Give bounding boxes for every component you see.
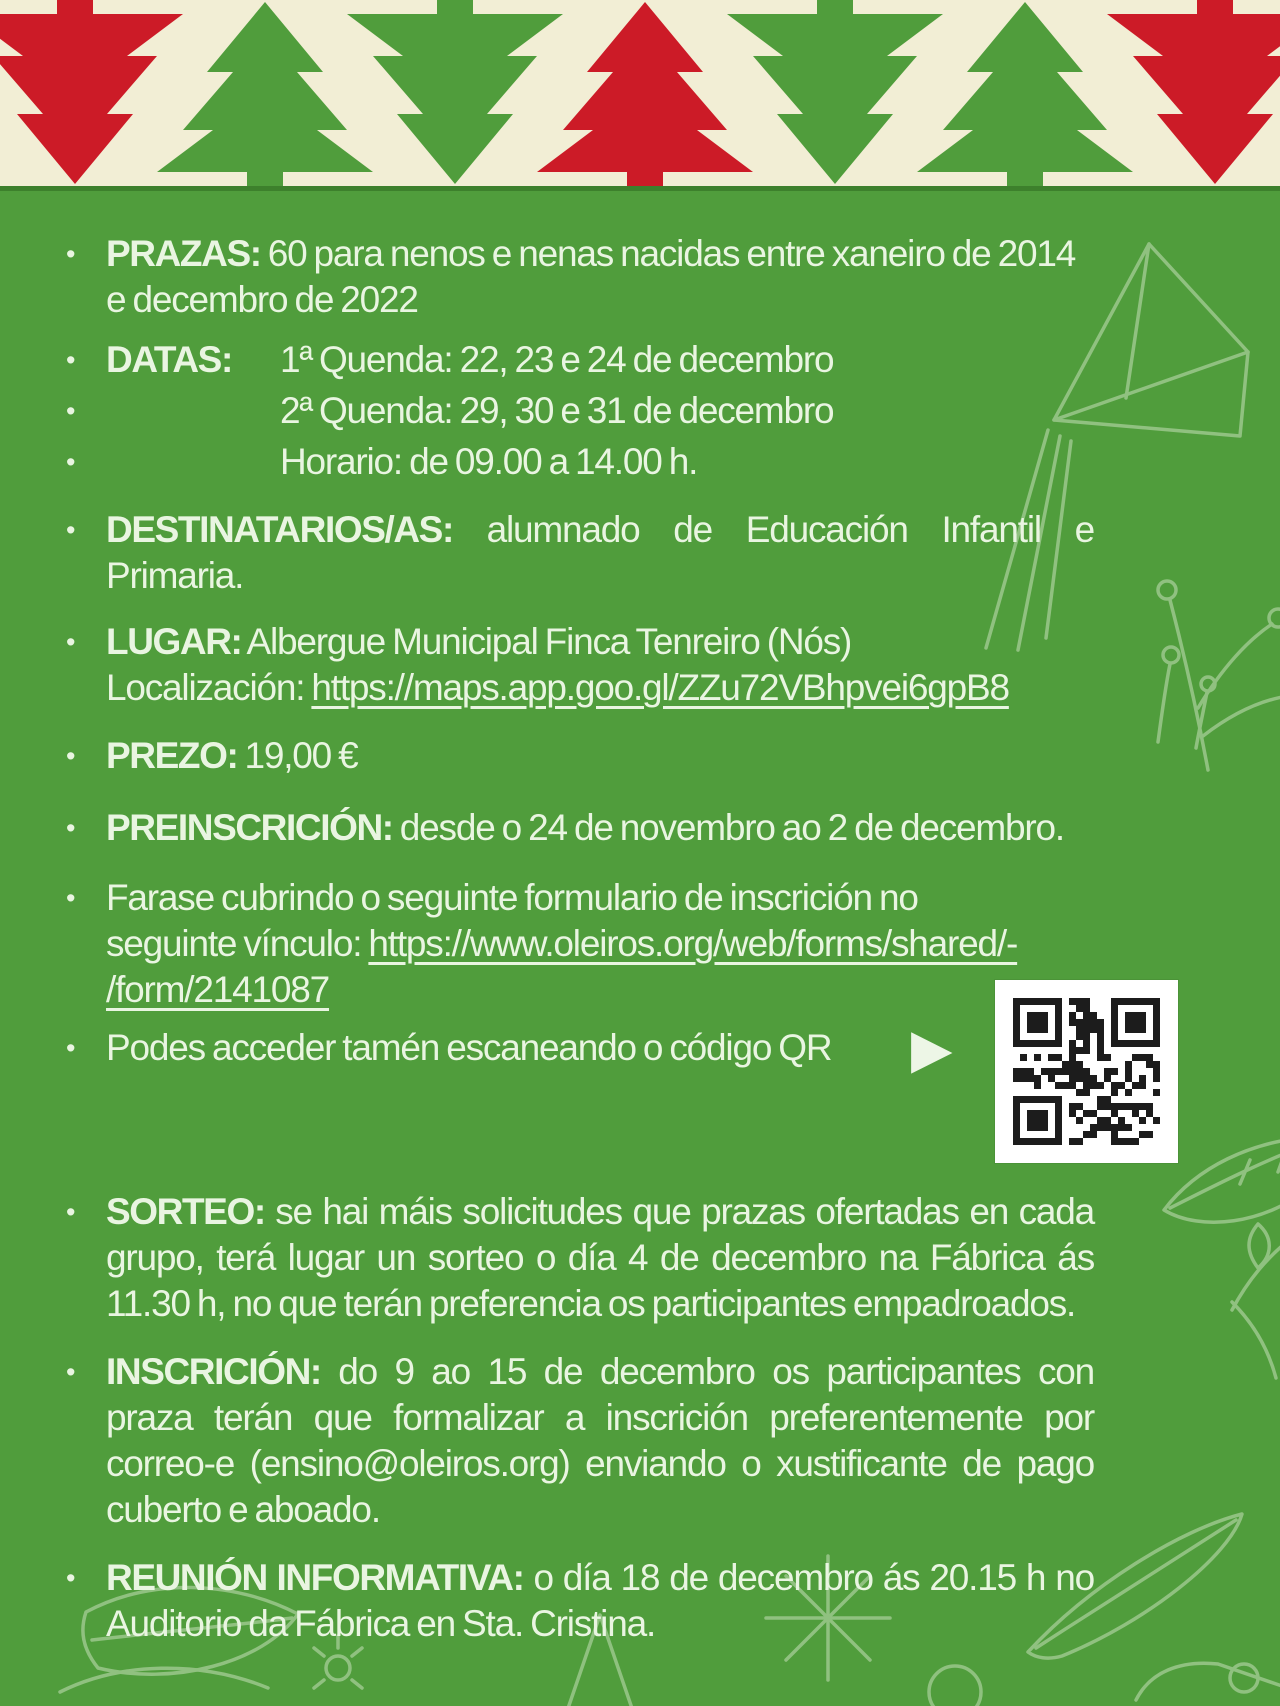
vinculo-prefix: seguinte vínculo:: [106, 923, 369, 964]
text-line: [106, 231, 1094, 277]
reunion-text: o día 18 de decembro ás 20.15 h no: [523, 1557, 1094, 1598]
sorteo-paragraph: [106, 1189, 1094, 1327]
bullet-icon: •: [66, 345, 76, 375]
list-item-preinscricion: [66, 805, 1094, 851]
lugar-label: LUGAR:: [106, 621, 242, 662]
text-line: [106, 921, 1094, 967]
form-link[interactable]: https://www.oleiros.org/web/forms/shared/-: [368, 923, 1018, 964]
sorteo-text: se hai máis solicitudes que prazas ofertadas en cada grupo, terá lugar un sorteo o día 4 de decembro na Fábrica ás 11.30 h, no que terán preferencia os participantes empadroados.: [106, 1191, 1094, 1324]
text-line: Farase cubrindo o seguinte formulario de inscrición no: [106, 877, 918, 918]
maps-link[interactable]: https://maps.app.goo.gl/ZZu72VBhpvei6gpB8: [311, 667, 1009, 708]
inscricion-paragraph: [106, 1349, 1094, 1533]
bullet-icon: •: [66, 813, 76, 843]
preinscricion-value: desde o 24 de novembro ao 2 de decembro.: [392, 807, 1064, 848]
datas-label: DATAS:: [106, 339, 232, 380]
bullet-icon: •: [66, 1197, 76, 1227]
text-line: Primaria.: [106, 555, 244, 596]
localizacion-prefix: Localización:: [106, 667, 312, 708]
destinatarios-label: DESTINATARIOS/AS:: [106, 509, 453, 550]
christmas-tree-border: [0, 0, 1280, 186]
bullet-icon: •: [66, 515, 76, 545]
poster-body: [0, 191, 1280, 1647]
bullet-icon: •: [66, 741, 76, 771]
list-item-reunion: [66, 1555, 1094, 1647]
text-line: [106, 1555, 1094, 1601]
list-item-inscricion: [66, 1349, 1094, 1533]
inscricion-text: do 9 ao 15 de decembro os participantes con praza terán que formalizar a inscrición preferentemente por correo-e (ensino@oleiros.org) enviando o xustificante de pago cuberto e aboado.: [106, 1351, 1094, 1530]
form-link-continuation[interactable]: /form/2141087: [106, 969, 330, 1010]
list-item-prazas: [66, 231, 1094, 323]
bullet-icon: •: [66, 883, 76, 913]
text-line: [106, 665, 1094, 711]
list-item-lugar: [66, 619, 1094, 711]
quenda1-text: 1ª Quenda: 22, 23 e 24 de decembro: [280, 339, 834, 380]
bullet-icon: •: [66, 1033, 76, 1063]
quenda2-text: 2ª Quenda: 29, 30 e 31 de decembro: [280, 390, 834, 431]
bullet-icon: •: [66, 1357, 76, 1387]
list-item-sorteo: [66, 1189, 1094, 1327]
sorteo-label: SORTEO:: [106, 1191, 265, 1232]
bullet-icon: •: [66, 239, 76, 269]
bullet-icon: •: [66, 1563, 76, 1593]
prezo-value: 19,00 €: [237, 735, 358, 776]
arrow-right-icon: ▶: [911, 1019, 953, 1079]
list-item-qr: [66, 1019, 1094, 1079]
horario-text: Horario: de 09.00 a 14.00 h.: [280, 441, 698, 482]
list-item-destinatarios: [66, 507, 1094, 599]
text-line: [106, 619, 1094, 665]
preinscricion-label: PREINSCRICIÓN:: [106, 807, 393, 848]
list-item-prezo: [66, 733, 1094, 779]
destinatarios-text: alumnado de Educación Infantil e: [452, 509, 1094, 550]
text-line: Auditorio da Fábrica en Sta. Cristina.: [106, 1603, 656, 1644]
qr-code-pattern: [1013, 998, 1160, 1145]
lugar-text: Albergue Municipal Finca Tenreiro (Nós): [241, 621, 852, 662]
text-line: [106, 507, 1094, 553]
list-item-formulario: [66, 875, 1094, 1013]
list-item-quenda2: [66, 388, 1094, 434]
prazas-text: 60 para nenos e nenas nacidas entre xaneiro de 2014: [260, 233, 1076, 274]
inscricion-label: INSCRICIÓN:: [106, 1351, 321, 1392]
qr-text: Podes acceder tamén escaneando o código QR: [106, 1027, 832, 1068]
bullet-icon: •: [66, 396, 76, 426]
prazas-label: PRAZAS:: [106, 233, 261, 274]
list-item-horario: [66, 439, 1094, 485]
text-line: [106, 967, 1094, 1013]
reunion-label: REUNIÓN INFORMATIVA:: [106, 1557, 524, 1598]
text-line: e decembro de 2022: [106, 279, 418, 320]
qr-code-image: [995, 980, 1178, 1163]
bulb-doodle: [929, 1666, 981, 1706]
bullet-icon: •: [66, 447, 76, 477]
bullet-icon: •: [66, 627, 76, 657]
list-item-datas: [66, 337, 1094, 383]
prezo-label: PREZO:: [106, 735, 238, 776]
